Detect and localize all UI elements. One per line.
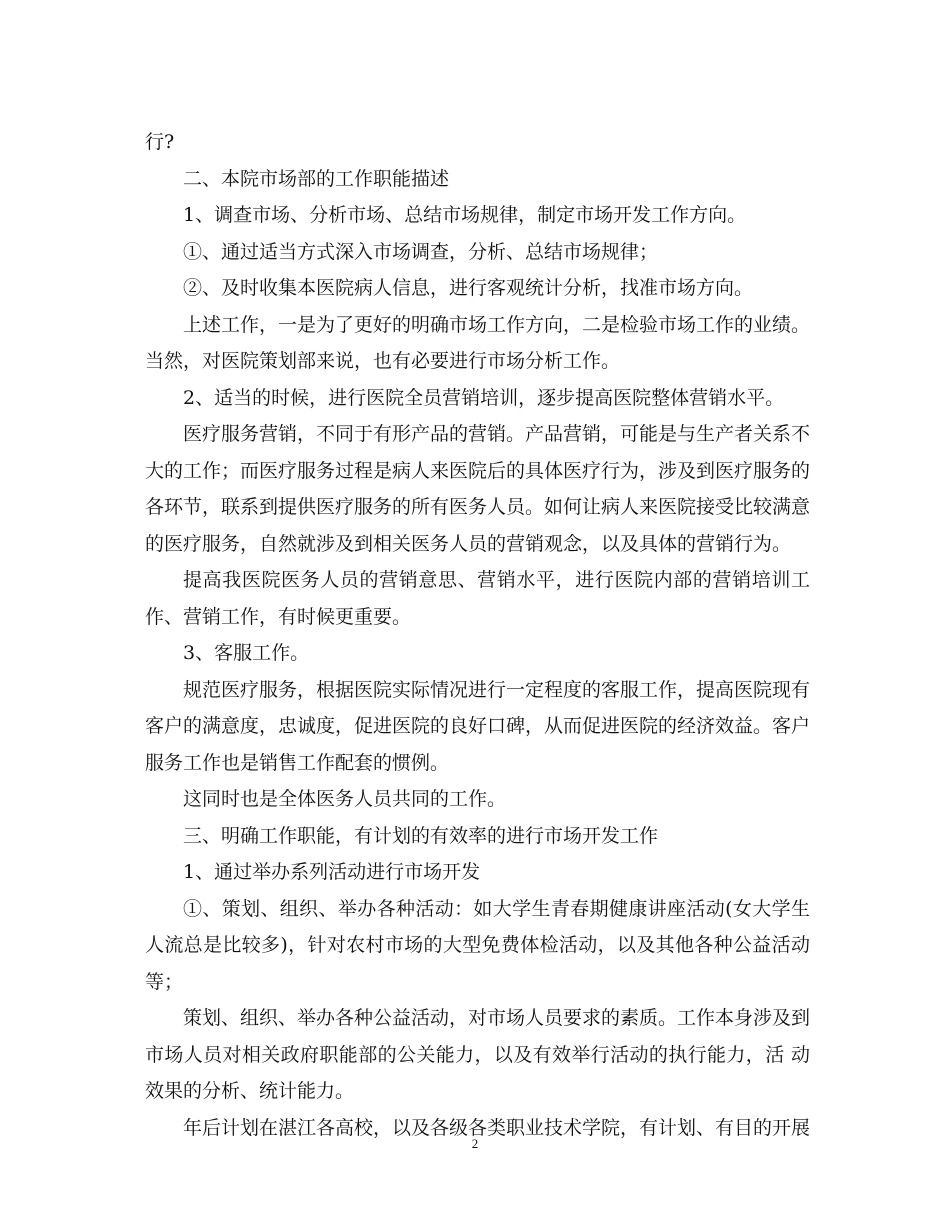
paragraph: 提高我医院医务人员的营销意思、营销水平，进行医院内部的营销培训工作、营销工作，有时候更重要。 [145,569,810,628]
paragraph: 年后计划在湛江各高校，以及各级各类职业技术学院，有计划、有目的开展 [183,1116,811,1139]
paragraph: 1、通过举办系列活动进行市场开发 [183,861,481,883]
paragraph: 规范医疗服务，根据医院实际情况进行一定程度的客服工作，提高医院现有客户的满意度，忠诚度，促进医院的良好口碑，从而促进医院的经济效益。客户服务工作也是销售工作配套的惯例。 [145,678,811,774]
paragraph: 3、客服工作。 [183,642,310,664]
paragraph: 策划、组织、举办各种公益活动，对市场人员要求的素质。工作本身涉及到市场人员对相关政府职能部的公关能力，以及有效举行活动的执行能力，活 动效果的分析、统计能力。 [145,1007,811,1102]
paragraph: 这同时也是全体医务人员共同的工作。 [183,788,507,810]
paragraph: 行? [145,131,175,153]
page-number: 2 [471,1136,479,1151]
paragraph: ①、通过适当方式深入市场调查，分析、总结市场规律； [183,240,659,263]
paragraph: 医疗服务营销，不同于有形产品的营销。产品营销，可能是与生产者关系不大的工作；而医疗服务过程是病人来医院后的具体医疗行为，涉及到医疗服务的各环节，联系到提供医疗服务的所有医务人员。如何让病人来医院接受比较满意的医疗服务，自然就涉及到相关医务人员的营销观念，以及具体的营销行为。 [145,423,811,555]
section-heading: 二、本院市场部的工作职能描述 [183,167,450,190]
paragraph: 上述工作，一是为了更好的明确市场工作方向，二是检验市场工作的业绩。当然，对医院策划部来说，也有必要进行市场分析工作。 [145,313,811,372]
paragraph: 1、调查市场、分析市场、总结市场规律，制定市场开发工作方向。 [183,204,747,226]
section-heading: 三、明确工作职能，有计划的有效率的进行市场开发工作 [183,824,659,847]
paragraph: 2、适当的时候，进行医院全员营销培训，逐步提高医院整体营销水平。 [183,386,785,409]
paragraph: ②、及时收集本医院病人信息，进行客观统计分析，找准市场方向。 [183,277,754,299]
document-body [145,124,810,1146]
paragraph: ①、策划、组织、举办各种活动：如大学生青春期健康讲座活动(女大学生人流总是比较多)，针对农村市场的大型免费体检活动，以及其他各种公益活动等； [145,897,810,993]
